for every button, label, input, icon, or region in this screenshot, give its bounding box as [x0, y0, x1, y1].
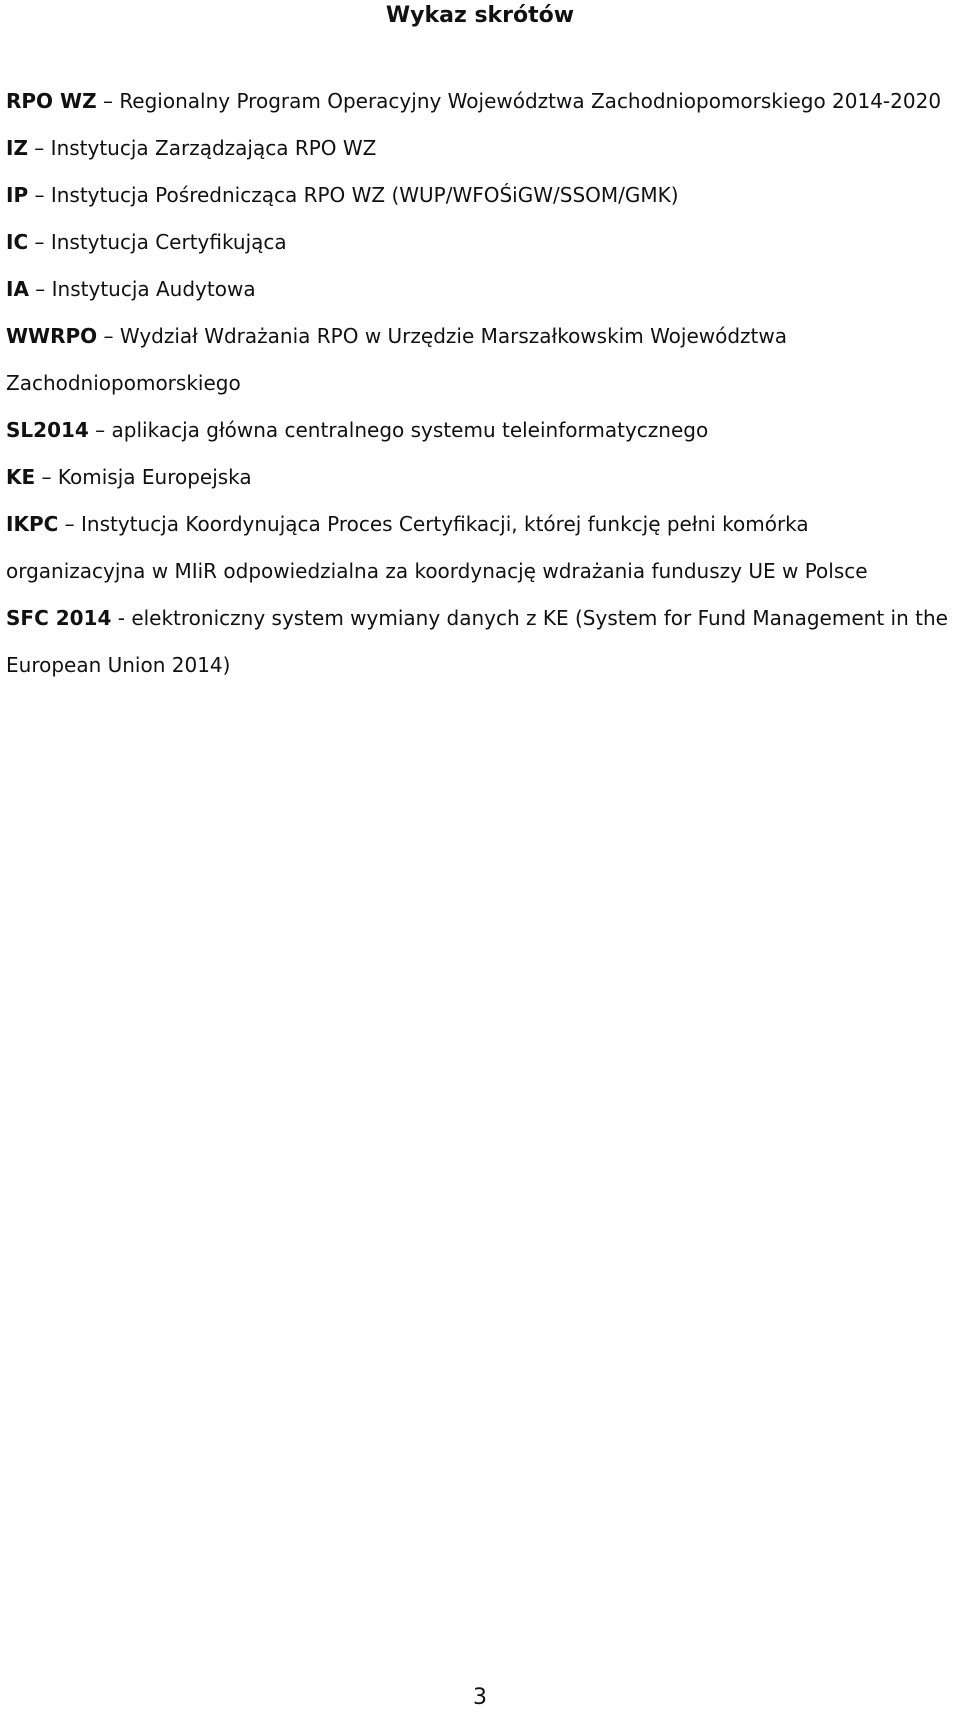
abbreviation-code: SL2014: [6, 418, 89, 442]
abbreviation-entry-sl2014: [6, 407, 954, 454]
abbreviation-definition: Regionalny Program Operacyjny Województwa Zachodniopomorskiego 2014-2020: [119, 89, 942, 113]
abbreviation-definition: Instytucja Koordynująca Proces Certyfikacji, której funkcję pełni komórka organizacyjna w MIiR odpowiedzialna za koordynację wdrażania funduszy UE w Polsce: [6, 512, 868, 583]
page-title: Wykaz skrótów: [385, 3, 575, 28]
abbreviation-separator: –: [35, 465, 58, 489]
abbreviation-definition: aplikacja główna centralnego systemu teleinformatycznego: [111, 418, 709, 442]
abbreviation-entry-iz: [6, 125, 954, 172]
abbreviation-list: [6, 78, 954, 689]
abbreviation-code: IZ: [6, 136, 28, 160]
abbreviation-entry-ip: [6, 172, 954, 219]
abbreviation-separator: –: [58, 512, 81, 536]
abbreviation-entry-ic: [6, 219, 954, 266]
abbreviation-code: IA: [6, 277, 29, 301]
abbreviation-separator: –: [88, 418, 112, 442]
abbreviation-definition: Instytucja Certyfikująca: [50, 230, 287, 254]
abbreviation-code: RPO WZ: [6, 89, 97, 113]
abbreviation-separator: –: [27, 136, 51, 160]
abbreviation-entry-ikpc: [6, 501, 954, 595]
abbreviation-entry-sfc-2014: [6, 595, 954, 689]
abbreviation-code: SFC 2014: [6, 606, 112, 630]
abbreviation-entry-rpo-wz: [6, 78, 954, 125]
abbreviation-entry-ke: [6, 454, 954, 501]
abbreviation-separator: -: [111, 606, 132, 630]
abbreviation-code: WWRPO: [6, 324, 98, 348]
abbreviation-definition: Instytucja Pośrednicząca RPO WZ (WUP/WFOŚiGW/SSOM/GMK): [50, 183, 679, 207]
abbreviation-definition: Instytucja Zarządzająca RPO WZ: [50, 136, 377, 160]
abbreviation-separator: –: [28, 277, 52, 301]
abbreviation-entry-ia: [6, 266, 954, 313]
abbreviation-separator: –: [96, 89, 120, 113]
abbreviation-definition: elektroniczny system wymiany danych z KE (System for Fund Management in the European Union 2014): [6, 606, 948, 677]
abbreviation-code: KE: [6, 465, 36, 489]
abbreviation-separator: –: [28, 183, 51, 207]
abbreviation-code: IKPC: [6, 512, 59, 536]
abbreviation-separator: –: [97, 324, 120, 348]
abbreviation-entry-wwrpo: [6, 313, 954, 407]
abbreviation-definition: Instytucja Audytowa: [51, 277, 256, 301]
abbreviation-definition: Komisja Europejska: [57, 465, 252, 489]
abbreviation-definition: Wydział Wdrażania RPO w Urzędzie Marszałkowskim Województwa Zachodniopomorskiego: [6, 324, 788, 395]
abbreviation-code: IP: [6, 183, 29, 207]
page-number: 3: [473, 1685, 487, 1710]
abbreviation-separator: –: [28, 230, 51, 254]
abbreviation-code: IC: [6, 230, 29, 254]
